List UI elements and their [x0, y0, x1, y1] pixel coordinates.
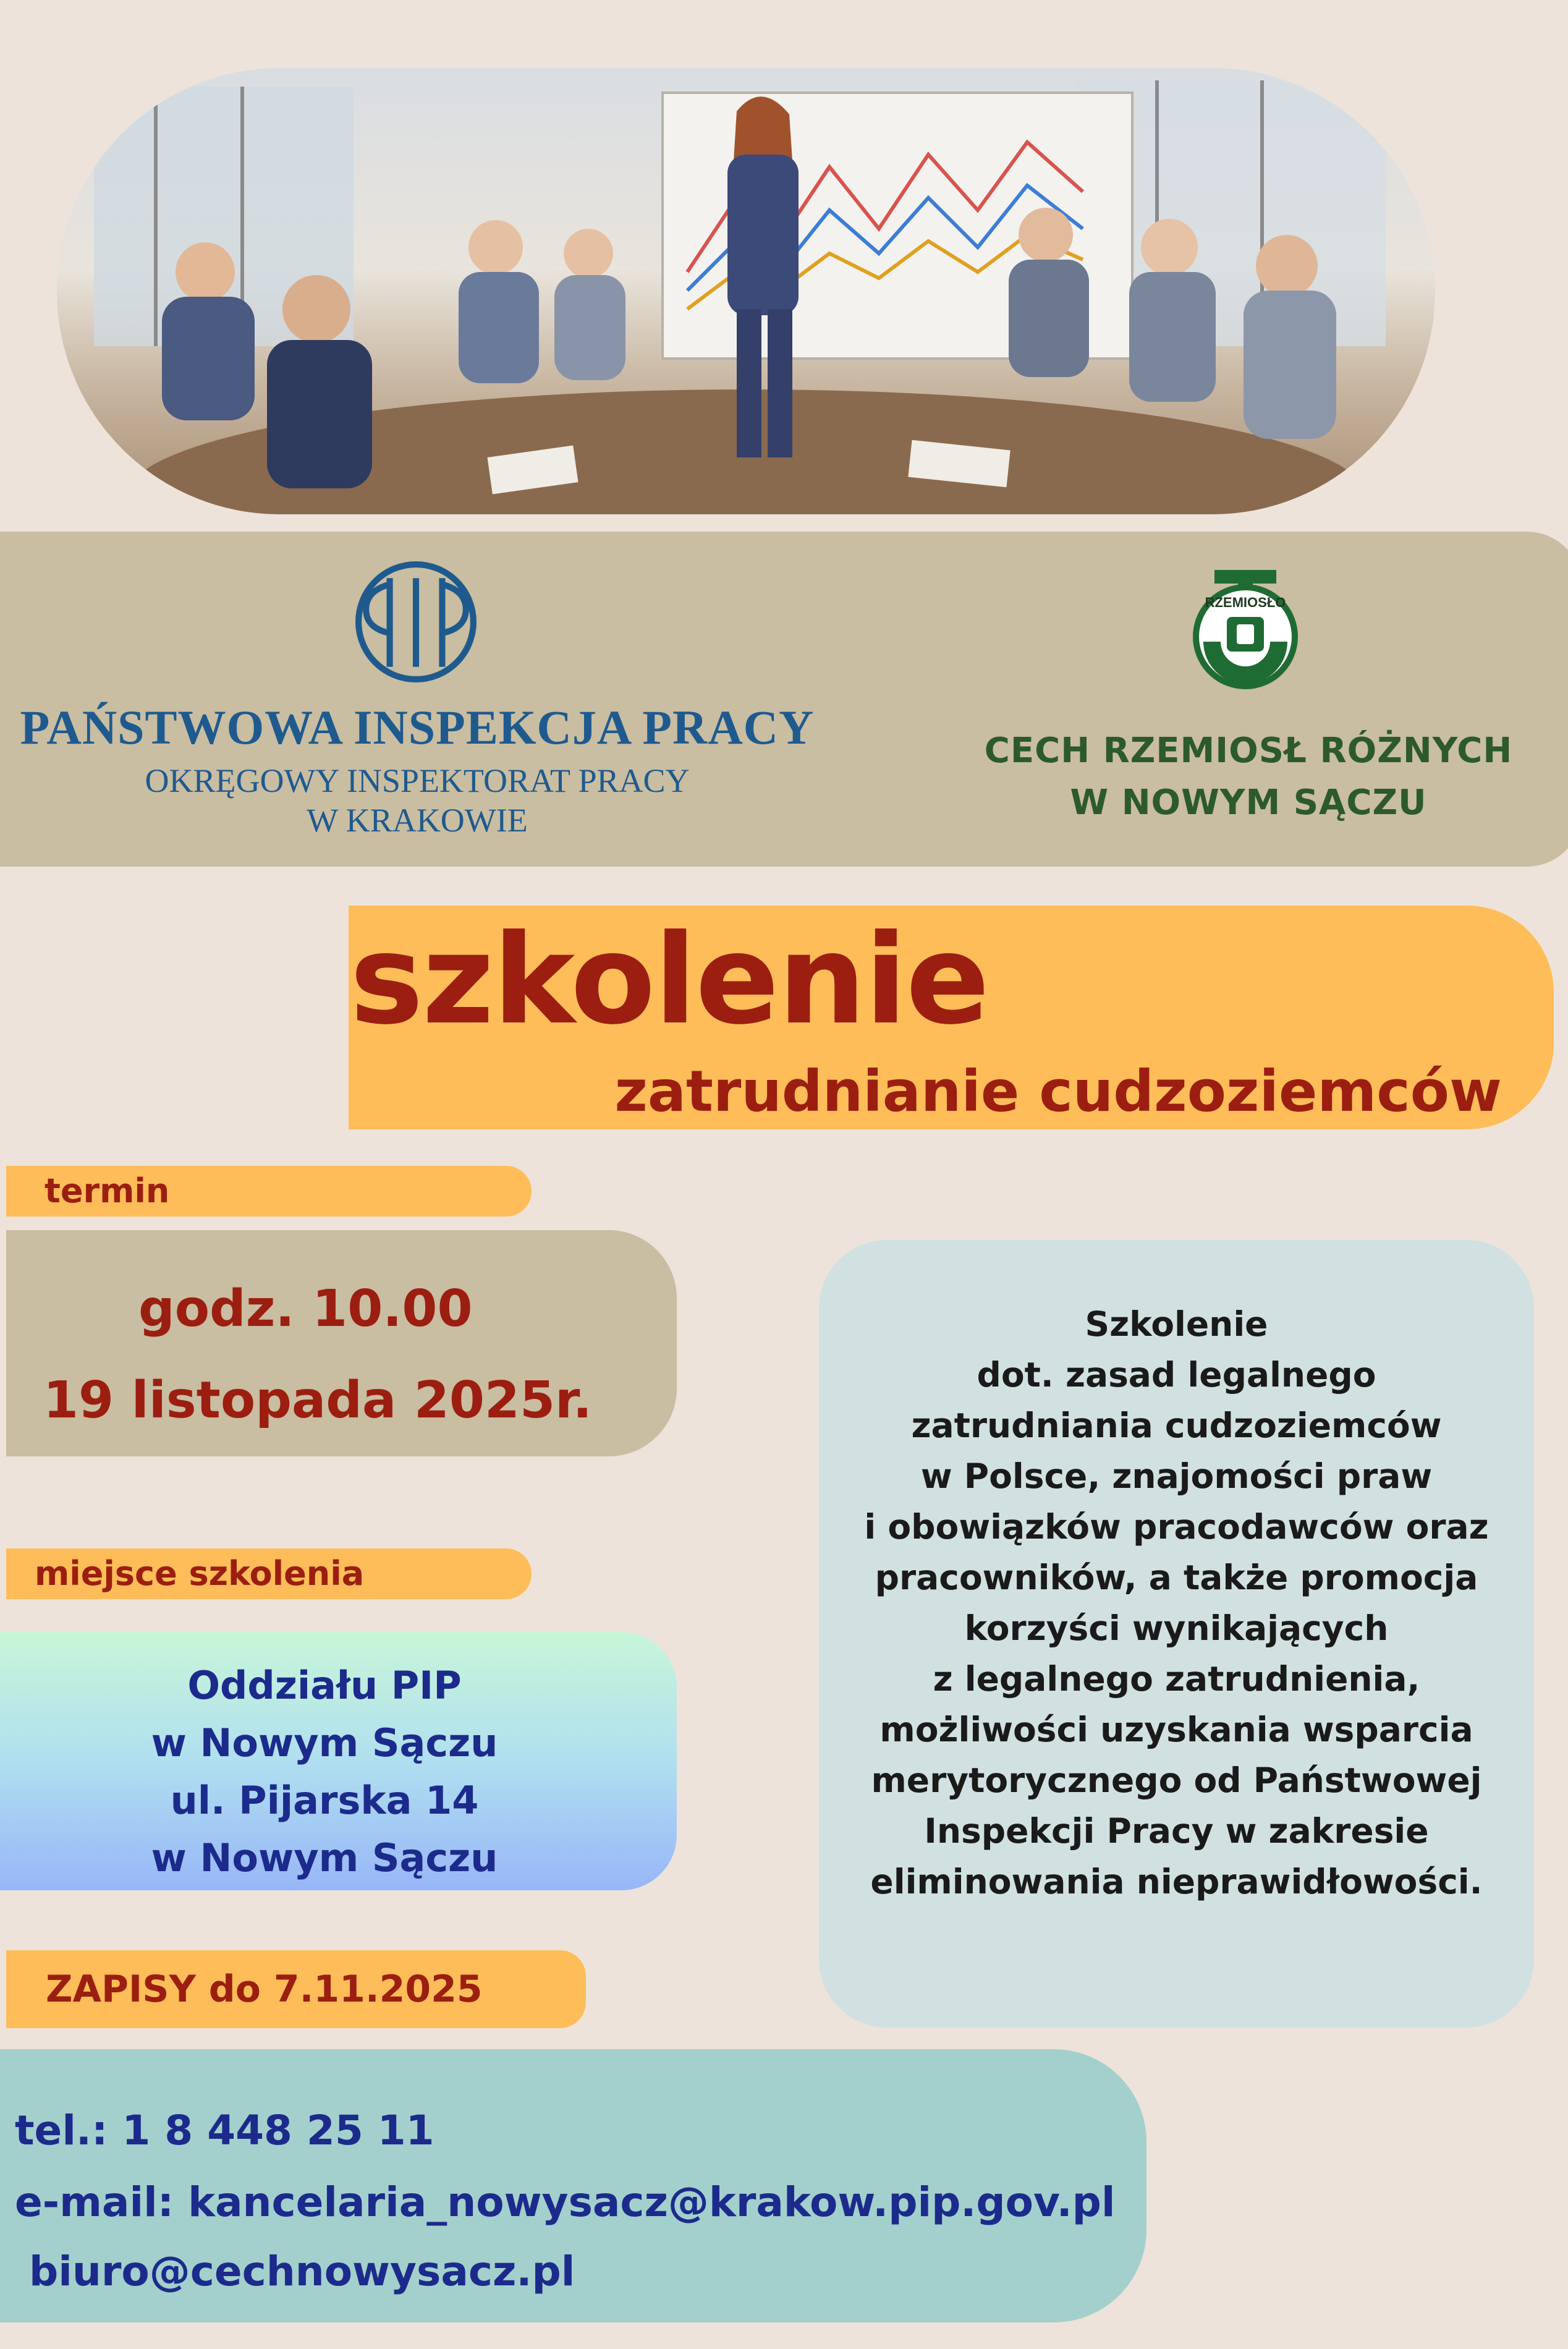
termin-label: termin — [6, 1166, 532, 1217]
rzemioslo-logo-text: RZEMIOSŁO — [1205, 595, 1286, 610]
title-main: szkolenie — [350, 908, 989, 1052]
description-line: Szkolenie — [1085, 1304, 1268, 1344]
description-line: i obowiązków pracodawców oraz — [864, 1507, 1489, 1547]
contact-email-pip[interactable]: e-mail: kancelaria_nowysacz@krakow.pip.gov.pl — [15, 2178, 1116, 2226]
title-subtitle: zatrudnianie cudzoziemców — [614, 1058, 1502, 1124]
place-line: w Nowym Sączu — [151, 1720, 498, 1765]
cech-name-line2: W NOWYM SĄCZU — [1070, 783, 1427, 823]
event-time: godz. 10.00 — [138, 1280, 473, 1338]
place-line: w Nowym Sączu — [151, 1835, 498, 1880]
description-line: korzyści wynikających — [964, 1608, 1389, 1648]
event-date: 19 listopada 2025r. — [43, 1371, 592, 1430]
description-line: Inspekcji Pracy w zakresie — [924, 1811, 1429, 1851]
contact-phone[interactable]: tel.: 1 8 448 25 11 — [15, 2107, 434, 2154]
rzemioslo-logo-icon — [1190, 567, 1301, 691]
description-line: zatrudniania cudzoziemców — [911, 1406, 1442, 1445]
pip-subtitle-line1: OKRĘGOWY INSPEKTORAT PRACY — [145, 762, 690, 799]
description-line: pracowników, a także promocja — [875, 1558, 1478, 1597]
pip-name: PAŃSTWOWA INSPEKCJA PRACY — [20, 700, 815, 754]
description-line: w Polsce, znajomości praw — [920, 1456, 1433, 1496]
cech-name-line1: CECH RZEMIOSŁ RÓŻNYCH — [984, 731, 1513, 771]
place-line: ul. Pijarska 14 — [170, 1778, 479, 1823]
contact-email-cech[interactable]: biuro@cechnowysacz.pl — [15, 2248, 575, 2295]
description-line: z legalnego zatrudnienia, — [933, 1659, 1420, 1699]
description-line: dot. zasad legalnego — [977, 1355, 1376, 1395]
pip-subtitle-line2: W KRAKOWIE — [307, 802, 528, 839]
hero-illustration — [57, 68, 1435, 514]
description-line: eliminowania nieprawidłowości. — [870, 1862, 1483, 1901]
place-label: miejsce szkolenia — [6, 1548, 532, 1599]
meeting-scene-image — [57, 68, 1435, 514]
place-line: Oddziału PIP — [187, 1663, 462, 1708]
description-line: możliwości uzyskania wsparcia — [879, 1710, 1473, 1749]
registration-deadline: ZAPISY do 7.11.2025 — [6, 1950, 586, 2028]
pip-logo-icon — [354, 559, 478, 684]
description-line: merytorycznego od Państwowej — [871, 1761, 1482, 1800]
